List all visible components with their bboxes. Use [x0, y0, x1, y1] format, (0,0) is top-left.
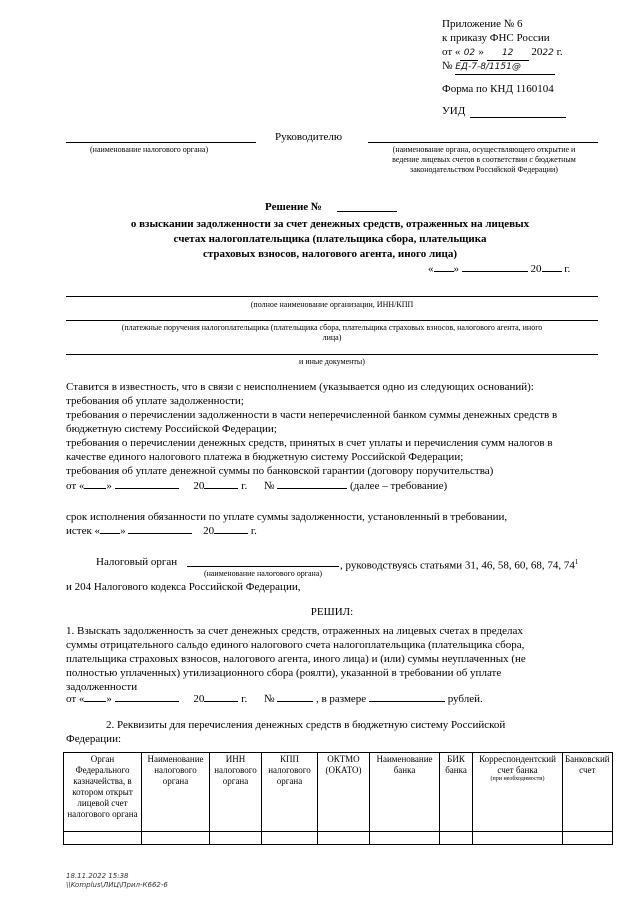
intro-text: Ставится в известность, что в связи с неисполнением (указывается одно из следующих оснований): — [66, 381, 534, 393]
recipient-organ-line — [368, 142, 598, 143]
column-header: ОКТМО (ОКАТО) — [318, 753, 370, 832]
tax-authority-caption: (наименование налогового органа) — [90, 145, 209, 154]
column-header: Наименование налогового органа — [142, 753, 210, 832]
order-date-month: 12 — [487, 46, 529, 61]
form-code: Форма по КНД 1160104 — [442, 83, 554, 95]
title-line-2: счетах налогоплательщика (плательщика сбора, плательщика — [173, 233, 487, 245]
decision-date-line: « » 20 г. — [428, 263, 571, 275]
p1-line-3: плательщика страховых взносов, налогового агента, иного лица) и (или) суммы неуплаченных (не — [66, 653, 526, 665]
payment-orders-caption-2: лица) — [322, 333, 342, 342]
order-date-year: 22 — [542, 48, 554, 58]
uid-field-line — [470, 117, 566, 118]
decision-title: Решение № — [265, 201, 322, 213]
column-header: Наименование банка — [370, 753, 440, 832]
order-number-line: № ЕД-7-8/1151@ — [442, 59, 555, 75]
reason-3b: качестве единого налогового платежа в бюджетную систему Российской Федерации; — [66, 451, 464, 463]
footer-path: \\Komplus\ЛИЦ\Прил-К662-6 — [66, 881, 168, 889]
column-header: ИНН налогового органа — [210, 753, 262, 832]
column-header: Банковский счет — [563, 753, 613, 832]
order-number: ЕД-7-8/1151@ — [455, 60, 555, 75]
tax-authority-line — [66, 142, 256, 143]
recipient-caption-3: законодательством Российской Федерации) — [410, 165, 558, 174]
organization-line — [66, 296, 598, 297]
reason-3a: требования о перечислении денежных средств, принятых в счет уплаты и перечисления сумм налогов в — [66, 437, 553, 449]
authority-line — [187, 566, 339, 567]
payment-orders-caption-1: (платежные поручения налогоплательщика (плательщика сбора, плательщика страховых взносов, налогового агента, иного — [121, 323, 543, 332]
p2-line-1: 2. Реквизиты для перечисления денежных средств в бюджетную систему Российской — [106, 719, 506, 731]
uid-label: УИД — [442, 105, 466, 117]
reason-2b: бюджетную систему Российской Федерации; — [66, 423, 277, 435]
other-documents-line — [66, 354, 598, 355]
reason-4: требования об уплате денежной суммы по банковской гарантии (договору поручительства) — [66, 465, 494, 477]
column-header: КПП налогового органа — [262, 753, 318, 832]
payment-orders-line — [66, 320, 598, 321]
column-header: Орган Федерального казначейства, в котором открыт лицевой счет налогового органа — [64, 753, 142, 832]
title-line-1: о взыскании задолженности за счет денежных средств, отраженных на лицевых — [130, 218, 530, 230]
corr-account-note: (при необходимости) — [490, 776, 545, 782]
title-line-3: страховых взносов, налогового агента, иного лица) — [202, 248, 458, 260]
p2-line-2: Федерации: — [66, 733, 122, 745]
articles-text: , руководствуясь статьями 31, 46, 58, 60, 68, 74, $74^1$ — [340, 558, 579, 572]
amount-line: от « » 20 г. № , в размере рублей. — [66, 693, 483, 705]
requirement-date-line: от « » 20 г. № (далее – требование) — [66, 480, 448, 492]
order-date-line: от « 02 » 12 2022 г. — [442, 45, 563, 61]
deadline-text: срок исполнения обязанности по уплате суммы задолженности, установленный в требовании, — [66, 511, 508, 523]
appendix-number: Приложение № 6 — [442, 18, 523, 30]
table-row — [64, 832, 613, 845]
recipient-caption-2: ведение лицевых счетов в соответствии с бюджетным — [392, 155, 576, 164]
column-header: БИК банка — [440, 753, 473, 832]
decision-number-line — [337, 211, 397, 212]
order-date-day: 02 — [460, 46, 478, 61]
resolved-heading: РЕШИЛ: — [310, 606, 354, 618]
recipient-caption-1: (наименование органа, осуществляющего открытие и — [392, 145, 576, 154]
expired-date-line: истек « » 20 г. — [66, 525, 257, 537]
table-header-row — [64, 753, 613, 832]
column-header: Корреспондентский счет банка (при необходимости) — [473, 753, 563, 832]
recipient-word: Руководителю — [275, 131, 343, 143]
tax-code-text: и 204 Налогового кодекса Российской Федерации, — [66, 581, 301, 593]
organization-caption: (полное наименование организации, ИНН/КПП — [250, 300, 414, 309]
other-documents-caption: и иные документы) — [299, 357, 365, 366]
order-reference: к приказу ФНС России — [442, 32, 550, 44]
p1-line-5: задолженности — [66, 681, 138, 693]
p1-line-4: полностью уплаченных) утилизационного сбора (роялти), указанной в требовании об уплате — [66, 667, 502, 679]
p1-line-1: 1. Взыскать задолженность за счет денежных средств, отраженных на лицевых счетах в пределах — [66, 625, 523, 637]
authority-label: Налоговый орган — [96, 556, 178, 568]
footer-timestamp: 18.11.2022 15:38 — [66, 872, 129, 880]
reason-2a: требования о перечислении задолженности в части неперечисленной банком суммы денежных средств в — [66, 409, 558, 421]
requisites-table — [63, 752, 613, 845]
p1-line-2: суммы отрицательного сальдо единого налогового счета налогоплательщика (плательщика сбора, — [66, 639, 525, 651]
reason-1: требования об уплате задолженности; — [66, 395, 244, 407]
authority-caption: (наименование налогового органа) — [203, 569, 323, 578]
